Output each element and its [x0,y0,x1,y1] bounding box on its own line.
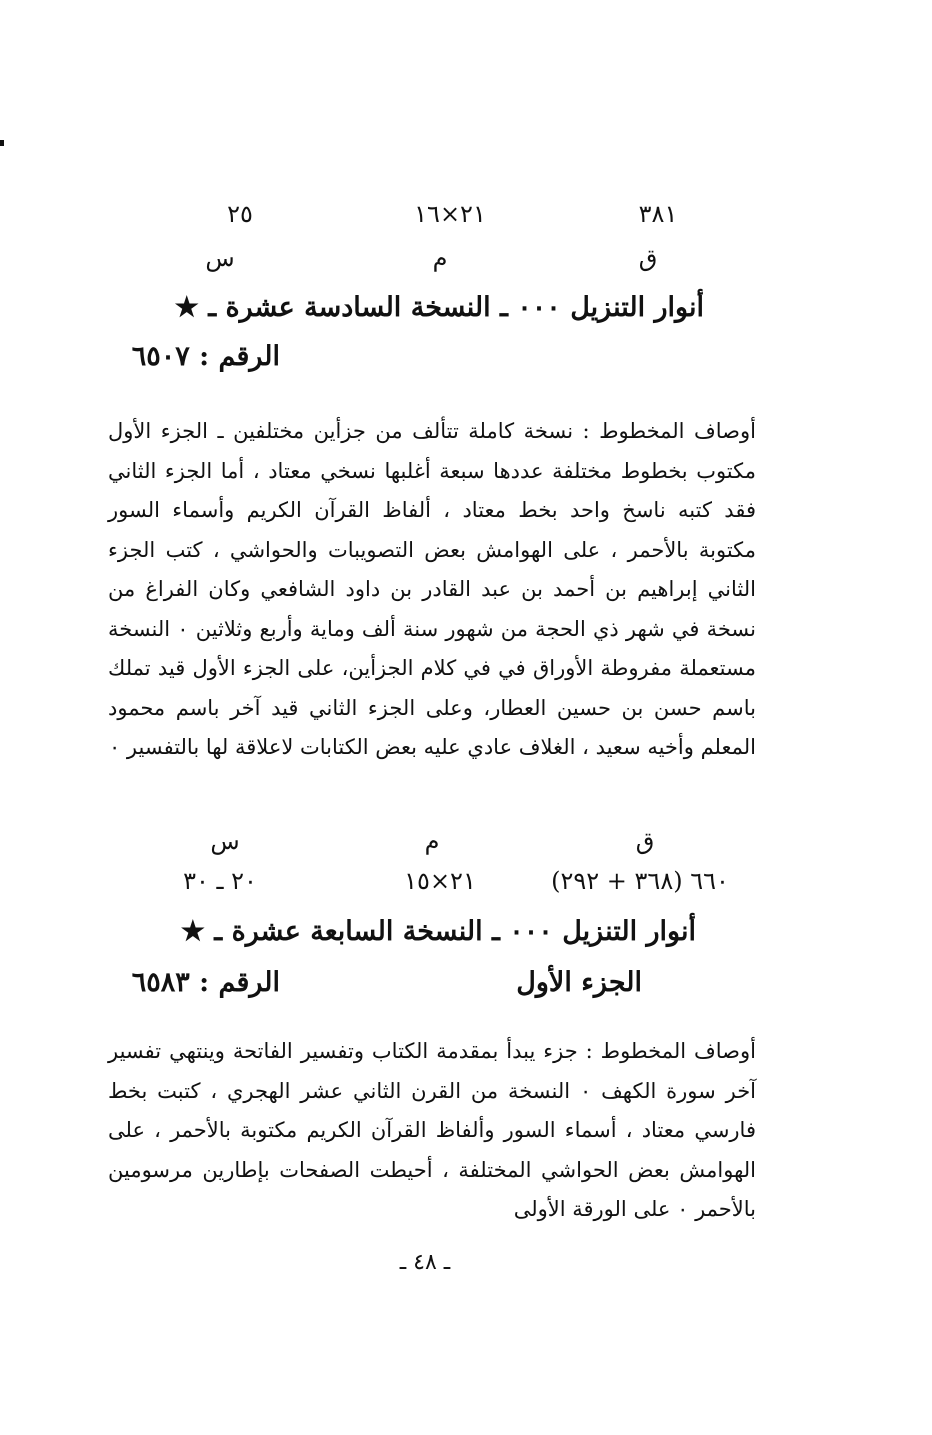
manuscript-title-17: أنوار التنزيل ٠٠٠ ـ النسخة السابعة عشرة ـ ★ [180,916,696,947]
leaf-label-2: ق [635,827,655,855]
manuscript-description-16 [108,412,756,832]
part-label-17: الجزء الأول [516,967,642,998]
lines-label: س [205,244,235,272]
manuscript-number-17: الرقم : ٦٥٨٣ [131,967,280,998]
margin-mark [0,140,4,146]
manuscript-title-16: أنوار التنزيل ٠٠٠ ـ النسخة السادسة عشرة ـ ★ [174,292,704,323]
manuscript-description-17 [108,1032,756,1242]
description-text-2: أوصاف المخطوط : جزء يبدأ بمقدمة الكتاب وتفسير الفاتحة وينتهي تفسير آخر سورة الكهف ٠ النسخة من القرن الثاني عشر الهجري ، كتبت بخط فارسي معتاد ، أسماء السور وألفاظ القرآن الكريم مكتوبة بالأحمر ، على الهوامش بعض الحواشي المختلفة ، أحيطت الصفحات بإطارين مرسومين بالأحمر ٠ على الورقة الأولى [108,1039,757,1221]
manuscript-number-16: الرقم : ٦٥٠٧ [131,341,280,372]
description-text: أوصاف المخطوط : نسخة كاملة تتألف من جزأين مختلفين ـ الجزء الأول مكتوب بخطوط مختلفة عددها سبعة أغلبها نسخي معتاد ، أما الجزء الثاني فقد كتبه ناسخ واحد بخط معتاد ، ألفاظ القرآن الكريم وأسماء السور مكتوبة بالأحمر ، على الهوامش بعض التصويبات والحواشي ، كتب الجزء الثاني إبراهيم بن أحمد بن عبد القادر بن داود الشافعي وكان الفراغ من نسخة في شهر ذي الحجة من شهور سنة ألف وماية وأربع وثلاثين ٠ النسخة مستعملة مفروطة الأوراق في في كلام الجزأين، على الجزء الأول قيد تملك باسم حسن بن حسين العطار، وعلى الجزء الثاني قيد آخر باسم محمود المعلم وأخيه سعيد ، الغلاف عادي عليه بعض الكتابات لاعلاقة لها بالتفسير ٠ [108,419,756,759]
dimensions-value: ٢١×١٦ [414,200,486,228]
dimensions-value-2: ٢١×١٥ [404,867,476,895]
dimensions-label: م [432,244,448,272]
leaf-count-value: ٣٨١ [638,200,678,228]
dimensions-label-2: م [424,827,440,855]
leaf-label: ق [638,244,658,272]
leaf-count-value-2: ٦٦٠ (٣٦٨ + ٢٩٢) [551,867,729,895]
page-number: ـ ٤٨ ـ [399,1250,451,1275]
lines-label-2: س [210,827,240,855]
lines-count-value-2: ٢٠ ـ ٣٠ [183,867,257,895]
lines-count-value: ٢٥ [227,200,253,228]
